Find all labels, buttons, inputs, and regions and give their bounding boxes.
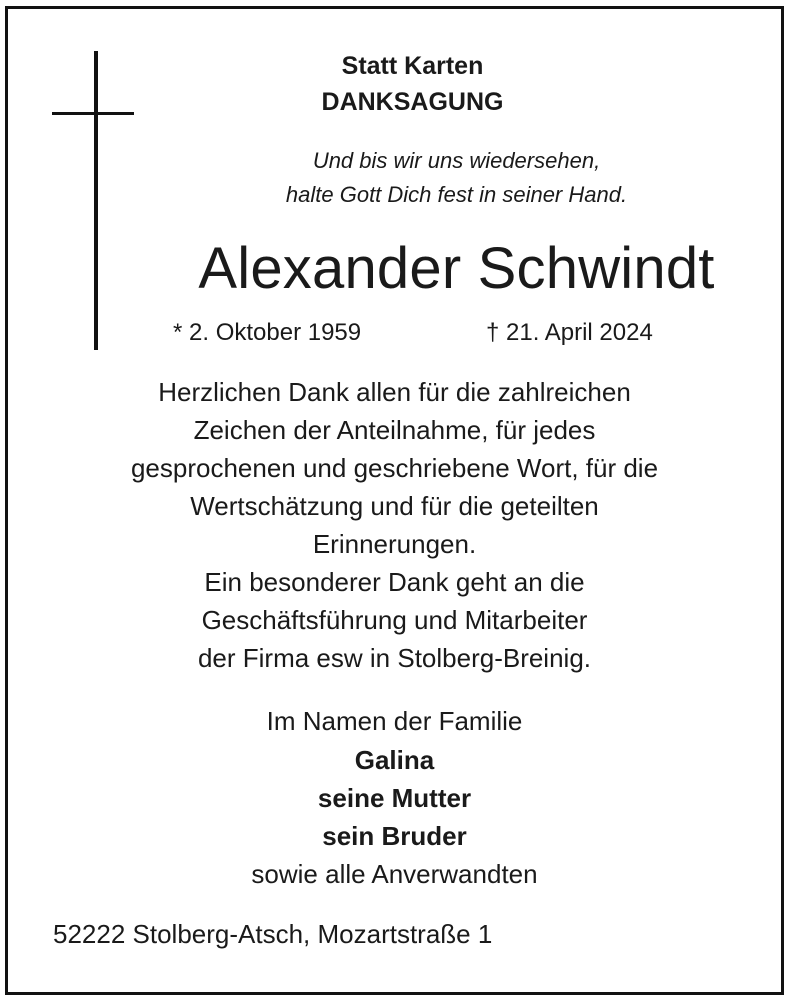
- deceased-name: Alexander Schwindt: [198, 236, 715, 301]
- thanks-line: Herzlichen Dank allen für die zahlreichen: [158, 377, 631, 407]
- signature-name: seine Mutter: [317, 783, 472, 813]
- quote-line-2: halte Gott Dich fest in seiner Hand.: [285, 182, 628, 207]
- birth-date: * 2. Oktober 1959: [173, 319, 362, 346]
- obituary-notice: [5, 6, 784, 995]
- header-statt-karten: Statt Karten: [341, 52, 484, 80]
- quote-line-1: Und bis wir uns wiedersehen,: [312, 148, 601, 173]
- header-danksagung: DANKSAGUNG: [321, 88, 504, 116]
- death-date: † 21. April 2024: [486, 319, 653, 346]
- thanks-line: Zeichen der Anteilnahme, für jedes: [193, 415, 596, 445]
- address: 52222 Stolberg-Atsch, Mozartstraße 1: [53, 919, 493, 949]
- thanks-line: Ein besonderer Dank geht an die: [204, 567, 585, 597]
- thanks-line: der Firma esw in Stolberg-Breinig.: [197, 643, 592, 673]
- signature-name: sein Bruder: [322, 821, 467, 851]
- thanks-line: gesprochenen und geschriebene Wort, für die: [130, 453, 659, 483]
- thanks-line: Geschäftsführung und Mitarbeiter: [201, 605, 588, 635]
- signature-intro: Im Namen der Familie: [266, 706, 523, 736]
- signature-name: Galina: [354, 745, 435, 775]
- signature-closing: sowie alle Anverwandten: [251, 859, 538, 889]
- thanks-line: Erinnerungen.: [312, 529, 477, 559]
- thanks-line: Wertschätzung und für die geteilten: [190, 491, 599, 521]
